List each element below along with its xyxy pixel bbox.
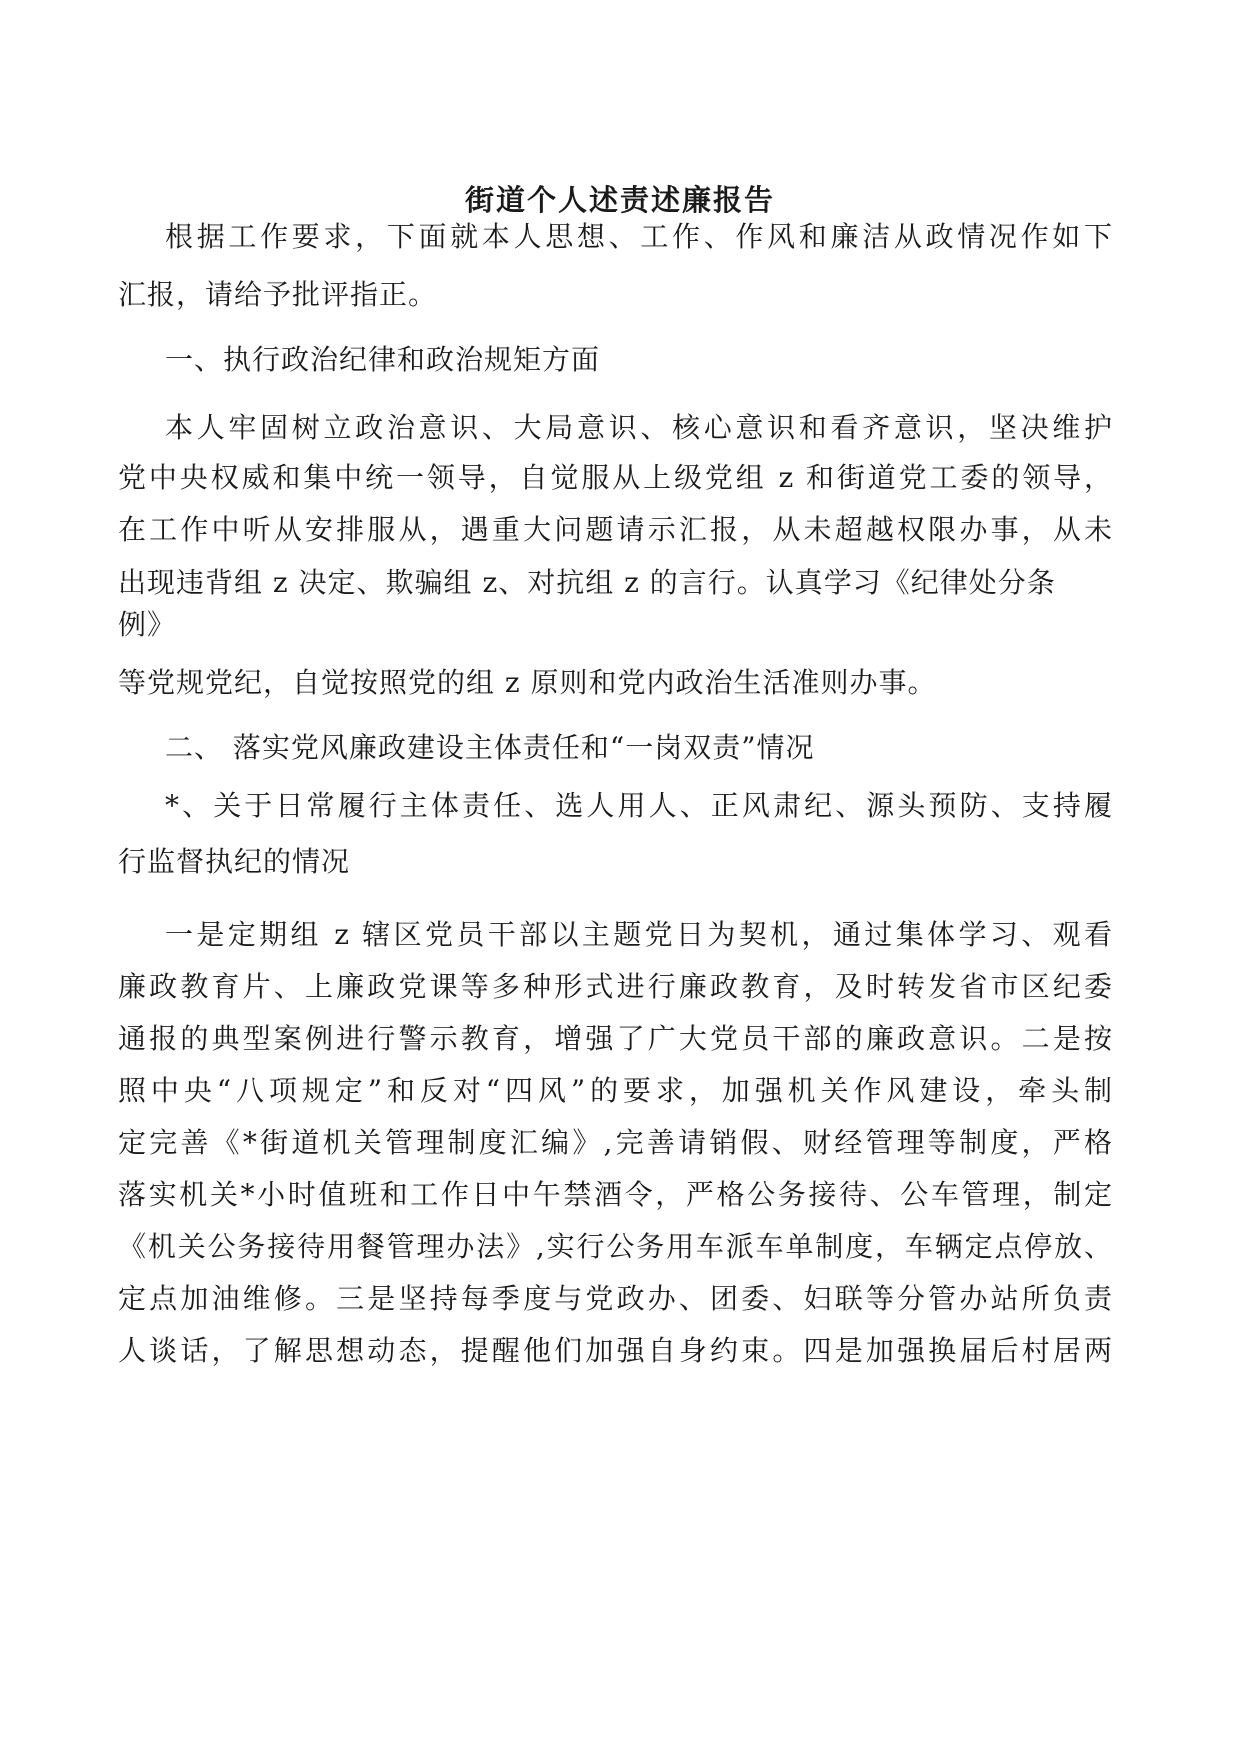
- paragraph-line: 一是定期组 z 辖区党员干部以主题党日为契机，通过集体学习、观看: [165, 918, 1113, 951]
- section-heading-1: 一、执行政治纪律和政治规矩方面: [165, 343, 601, 376]
- paragraph-line: 根据工作要求，下面就本人思想、工作、作风和廉洁从政情况作如下: [165, 220, 1113, 253]
- paragraph-line: 落实机关*小时值班和工作日中午禁酒令，严格公务接待、公车管理，制定: [118, 1178, 1113, 1211]
- section-heading-2: 二、 落实党风廉政建设主体责任和“一岗双责”情况: [165, 731, 815, 764]
- paragraph-line: 党中央权威和集中统一领导，自觉服从上级党组 z 和街道党工委的领导，: [118, 461, 1113, 494]
- paragraph-line: 定完善《*街道机关管理制度汇编》,完善请销假、财经管理等制度，严格: [118, 1126, 1113, 1159]
- paragraph-line: 照中央“八项规定”和反对“四风”的要求，加强机关作风建设，牵头制: [118, 1074, 1113, 1107]
- paragraph-line: 例》: [118, 608, 177, 641]
- subsection-heading: 行监督执纪的情况: [118, 845, 351, 878]
- subsection-heading: *、关于日常履行主体责任、选人用人、正风肃纪、源头预防、支持履: [165, 789, 1113, 822]
- paragraph-line: 等党规党纪，自觉按照党的组 z 原则和党内政治生活准则办事。: [118, 666, 937, 699]
- paragraph-line: 汇报，请给予批评指正。: [118, 278, 438, 311]
- paragraph-line: 《机关公务接待用餐管理办法》,实行公务用车派车单制度，车辆定点停放、: [118, 1230, 1113, 1263]
- paragraph-line: 出现违背组 z 决定、欺骗组 z、对抗组 z 的言行。认真学习《纪律处分条: [118, 566, 1056, 599]
- document-title: 街道个人述责述廉报告: [464, 183, 775, 217]
- paragraph-line: 在工作中听从安排服从，遇重大问题请示汇报，从未超越权限办事，从未: [118, 513, 1113, 546]
- paragraph-line: 本人牢固树立政治意识、大局意识、核心意识和看齐意识，坚决维护: [165, 411, 1113, 444]
- paragraph-line: 定点加油维修。三是坚持每季度与党政办、团委、妇联等分管办站所负责: [118, 1282, 1113, 1315]
- paragraph-line: 廉政教育片、上廉政党课等多种形式进行廉政教育，及时转发省市区纪委: [118, 970, 1113, 1003]
- paragraph-line: 人谈话，了解思想动态，提醒他们加强自身约束。四是加强换届后村居两: [118, 1334, 1113, 1367]
- paragraph-line: 通报的典型案例进行警示教育，增强了广大党员干部的廉政意识。二是按: [118, 1022, 1113, 1055]
